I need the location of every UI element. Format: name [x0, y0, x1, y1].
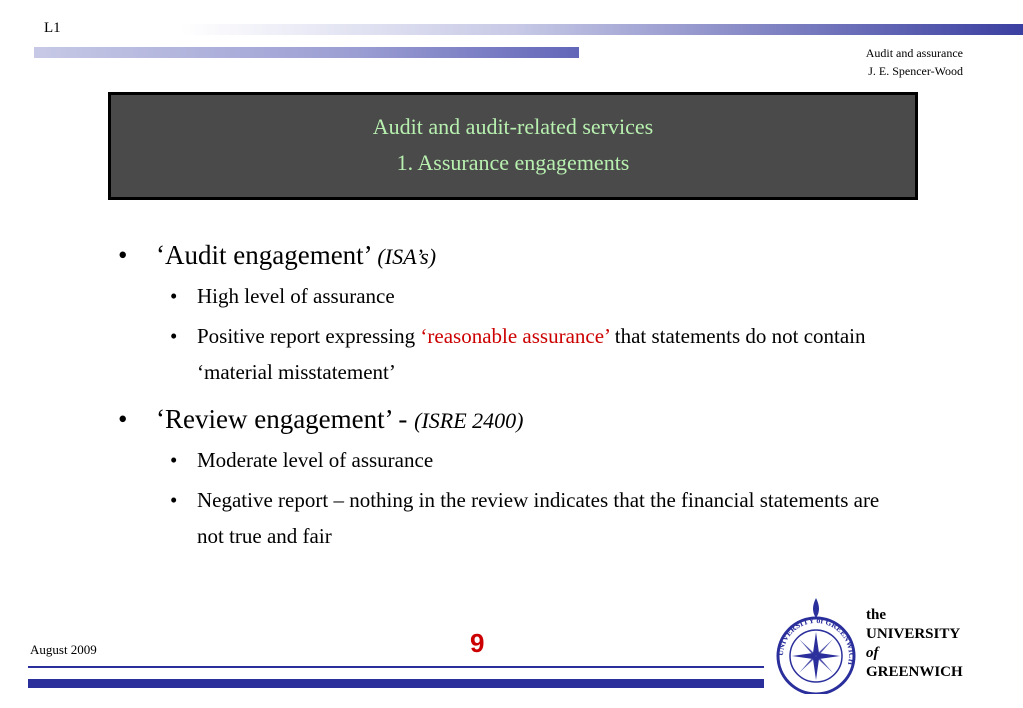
title-box: [108, 92, 918, 200]
author-name: J. E. Spencer-Wood: [868, 64, 963, 78]
sub-bullet-text: High level of assurance: [197, 284, 395, 308]
course-info: [866, 44, 963, 80]
footer-rule-thick: [28, 679, 764, 688]
bullet-dot: •: [170, 324, 178, 348]
title-line-1: Audit and audit-related services: [372, 114, 654, 139]
bullet-audit-label: ‘Audit engagement’: [156, 240, 371, 270]
bullet-dot: •: [118, 240, 128, 270]
bullet-dot: •: [118, 404, 128, 434]
bullet-dot: •: [170, 448, 178, 472]
bullet-review-label: ‘Review engagement’ -: [156, 404, 415, 434]
university-place: GREENWICH: [866, 664, 963, 680]
university-of: of: [866, 645, 879, 661]
header-gradient-bar: [180, 24, 1023, 35]
university-word: UNIVERSITY: [866, 626, 961, 642]
university-the: the: [866, 607, 886, 623]
bullet-list: [116, 232, 906, 554]
slide-id: L1: [44, 20, 61, 36]
crest-ring-text: UNIVERSITY of GREENWICH: [775, 615, 857, 666]
bullet-dot: •: [170, 488, 178, 512]
header-gradient-bar-secondary: [34, 47, 579, 58]
sub-bullet-high-assurance: [116, 278, 906, 314]
sub-bullet-moderate-assurance: [116, 442, 906, 478]
sub-bullet-text-pre: Positive report expressing: [197, 324, 421, 348]
sub-bullet-positive-report: [116, 318, 906, 390]
bullet-review-engagement: [116, 402, 906, 438]
sub-bullet-text: Moderate level of assurance: [197, 448, 434, 472]
footer-rule-thin: [28, 666, 764, 668]
sub-bullet-negative-report: [116, 482, 906, 554]
footer-date: August 2009: [30, 642, 97, 657]
bullet-dot: •: [170, 284, 178, 308]
bullet-audit-ref: (ISA’s): [377, 244, 437, 269]
title-line-2: 1. Assurance engagements: [396, 150, 630, 175]
bullet-audit-engagement: [116, 238, 906, 274]
reasonable-assurance-highlight: ‘reasonable assurance’: [420, 324, 610, 348]
bullet-review-ref: (ISRE 2400): [414, 408, 524, 433]
university-crest-icon: [774, 594, 858, 694]
university-name: [866, 606, 963, 682]
course-title: Audit and assurance: [865, 46, 963, 60]
page-number: 9: [470, 628, 485, 658]
sub-bullet-text: Negative report – nothing in the review indicates that the financial statements are not true and fair: [197, 488, 880, 548]
sub-bullet-text-post: that statements do not contain ‘material misstatement’: [197, 324, 866, 384]
